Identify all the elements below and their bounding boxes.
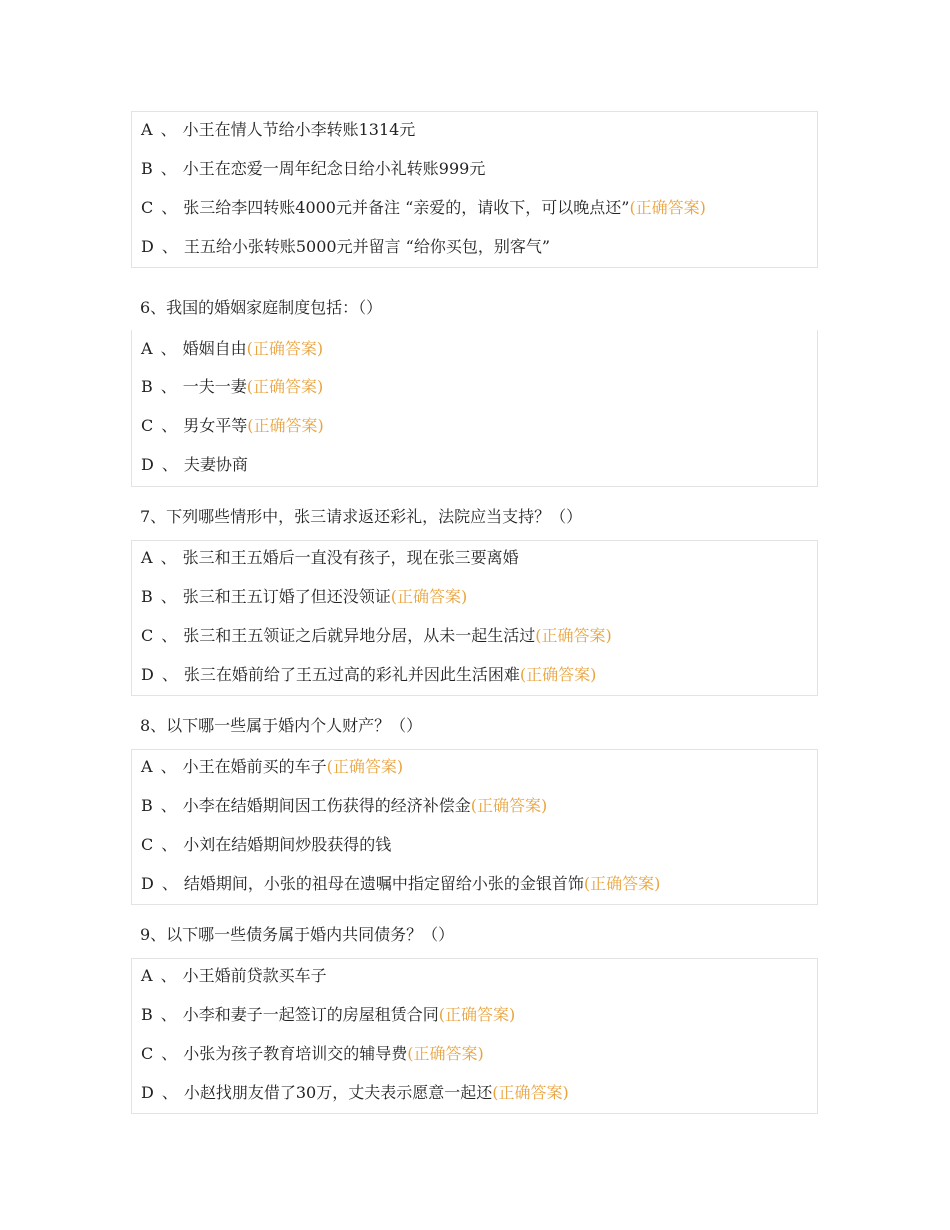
option-q8-c[interactable]: C 、 小刘在结婚期间炒股获得的钱 bbox=[141, 835, 392, 854]
option-text: 张三和王五婚后一直没有孩子，现在张三要离婚 bbox=[182, 548, 519, 567]
correct-answer-tag: (正确答案) bbox=[492, 1083, 569, 1102]
option-text: 婚姻自由 bbox=[182, 339, 247, 358]
options-box-q7 bbox=[131, 540, 818, 696]
option-q6-a[interactable]: A 、 婚姻自由(正确答案) bbox=[141, 339, 324, 358]
option-text: 结婚期间，小张的祖母在遗嘱中指定留给小张的金银首饰 bbox=[183, 874, 584, 893]
option-text: 小李在结婚期间因工伤获得的经济补偿金 bbox=[182, 796, 471, 815]
option-q9-d[interactable]: D 、 小赵找朋友借了30万，丈夫表示愿意一起还(正确答案) bbox=[141, 1083, 569, 1102]
option-q6-b[interactable]: B 、 一夫一妻(正确答案) bbox=[141, 377, 324, 396]
option-q7-d[interactable]: D 、 张三在婚前给了王五过高的彩礼并因此生活困难(正确答案) bbox=[141, 665, 597, 684]
option-q9-b[interactable]: B 、 小李和妻子一起签订的房屋租赁合同(正确答案) bbox=[141, 1005, 516, 1024]
option-q6-c[interactable]: C 、 男女平等(正确答案) bbox=[141, 416, 324, 435]
option-text: 一夫一妻 bbox=[182, 377, 247, 396]
option-q8-b[interactable]: B 、 小李在结婚期间因工伤获得的经济补偿金(正确答案) bbox=[141, 796, 548, 815]
option-q9-c[interactable]: C 、 小张为孩子教育培训交的辅导费(正确答案) bbox=[141, 1044, 484, 1063]
option-q8-a[interactable]: A 、 小王在婚前买的车子(正确答案) bbox=[141, 757, 404, 776]
option-q5-a[interactable]: A 、 小王在情人节给小李转账1314元 bbox=[141, 120, 416, 139]
option-text: 小赵找朋友借了30万，丈夫表示愿意一起还 bbox=[183, 1083, 493, 1102]
option-text: 小王婚前贷款买车子 bbox=[182, 966, 327, 985]
correct-answer-tag: (正确答案) bbox=[246, 377, 324, 396]
option-q5-c[interactable]: C 、 张三给李四转账4000元并备注 “亲爱的，请收下，可以晚点还”(正确答案) bbox=[141, 198, 706, 217]
options-box-q5 bbox=[131, 111, 818, 268]
correct-answer-tag: (正确答案) bbox=[390, 587, 468, 606]
option-text: 小王在婚前买的车子 bbox=[182, 757, 327, 776]
correct-answer-tag: (正确答案) bbox=[535, 626, 612, 645]
correct-answer-tag: (正确答案) bbox=[407, 1044, 484, 1063]
correct-answer-tag: (正确答案) bbox=[470, 796, 548, 815]
option-text: 王五给小张转账5000元并留言 “给你买包，别客气” bbox=[183, 237, 551, 256]
question-7-title: 7、下列哪些情形中，张三请求返还彩礼，法院应当支持？（） bbox=[140, 507, 583, 526]
option-text: 小李和妻子一起签订的房屋租赁合同 bbox=[182, 1005, 439, 1024]
correct-answer-tag: (正确答案) bbox=[583, 874, 661, 893]
correct-answer-tag: (正确答案) bbox=[629, 198, 706, 217]
correct-answer-tag: (正确答案) bbox=[519, 665, 597, 684]
options-box-q9 bbox=[131, 958, 818, 1114]
option-q8-d[interactable]: D 、 结婚期间，小张的祖母在遗嘱中指定留给小张的金银首饰(正确答案) bbox=[141, 874, 661, 893]
option-q5-b[interactable]: B 、 小王在恋爱一周年纪念日给小礼转账999元 bbox=[141, 159, 486, 178]
option-q5-d[interactable]: D 、 王五给小张转账5000元并留言 “给你买包，别客气” bbox=[141, 237, 551, 256]
option-text: 小刘在结婚期间炒股获得的钱 bbox=[183, 835, 392, 854]
option-text: 夫妻协商 bbox=[183, 455, 248, 474]
option-text: 张三给李四转账4000元并备注 “亲爱的，请收下，可以晚点还” bbox=[183, 198, 630, 217]
correct-answer-tag: (正确答案) bbox=[326, 757, 404, 776]
option-text: 小张为孩子教育培训交的辅导费 bbox=[183, 1044, 408, 1063]
correct-answer-tag: (正确答案) bbox=[246, 339, 324, 358]
correct-answer-tag: (正确答案) bbox=[438, 1005, 516, 1024]
option-text: 张三和王五领证之后就异地分居，从未一起生活过 bbox=[183, 626, 536, 645]
correct-answer-tag: (正确答案) bbox=[247, 416, 324, 435]
option-q9-a[interactable]: A 、 小王婚前贷款买车子 bbox=[141, 966, 327, 985]
question-9-title: 9、以下哪一些债务属于婚内共同债务？（） bbox=[140, 925, 455, 944]
options-box-q6 bbox=[131, 330, 818, 487]
question-6-title: 6、我国的婚姻家庭制度包括：（） bbox=[140, 298, 383, 317]
option-q7-b[interactable]: B 、 张三和王五订婚了但还没领证(正确答案) bbox=[141, 587, 468, 606]
option-text: 小王在情人节给小李转账1314元 bbox=[182, 120, 416, 139]
option-text: 张三和王五订婚了但还没领证 bbox=[182, 587, 391, 606]
option-text: 男女平等 bbox=[183, 416, 248, 435]
question-8-title: 8、以下哪一些属于婚内个人财产？（） bbox=[140, 716, 423, 735]
option-q7-a[interactable]: A 、 张三和王五婚后一直没有孩子，现在张三要离婚 bbox=[141, 548, 519, 567]
option-q6-d[interactable]: D 、 夫妻协商 bbox=[141, 455, 248, 474]
option-text: 小王在恋爱一周年纪念日给小礼转账999元 bbox=[182, 159, 486, 178]
options-box-q8 bbox=[131, 749, 818, 905]
option-q7-c[interactable]: C 、 张三和王五领证之后就异地分居，从未一起生活过(正确答案) bbox=[141, 626, 612, 645]
option-text: 张三在婚前给了王五过高的彩礼并因此生活困难 bbox=[183, 665, 520, 684]
